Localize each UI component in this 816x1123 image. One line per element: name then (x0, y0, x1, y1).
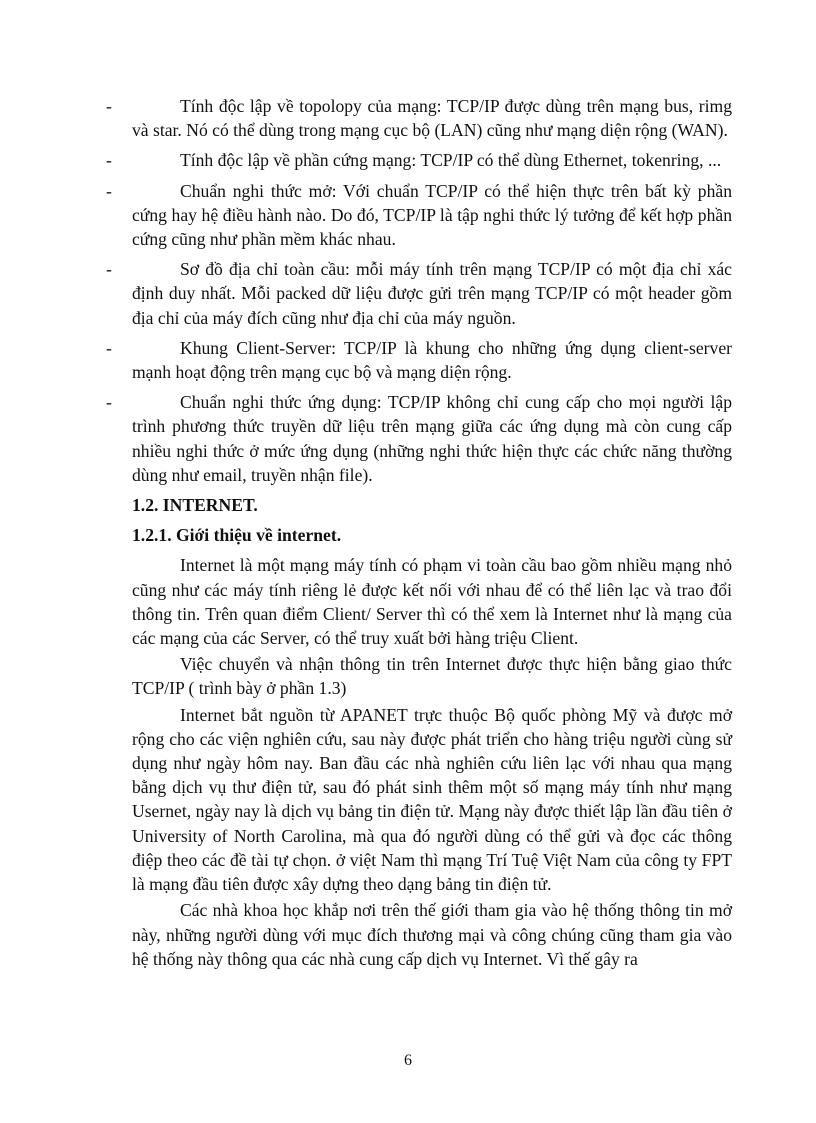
bullet-text: Tính độc lập về topolopy của mạng: TCP/IP được dùng trên mạng bus, rimg và star. Nó có thể dùng trong mạng cục bộ (LAN) cũng như mạng diện rộng (WAN). (132, 96, 732, 141)
bullet-text: Chuẩn nghi thức ứng dụng: TCP/IP không chỉ cung cấp cho mọi người lập trình phương thức truyền dữ liệu trên mạng giữa các ứng dụng mà còn cung cấp nhiều nghi thức ở mức ứng dụng (những nghi thức hiện thực các chức năng thường dùng như email, truyền nhận file). (132, 392, 732, 485)
bullet-text: Khung Client-Server: TCP/IP là khung cho những ứng dụng client-server mạnh hoạt động trên mạng cục bộ và mạng diện rộng. (132, 337, 732, 383)
bullet-text: Chuẩn nghi thức mở: Với chuẩn TCP/IP có thể hiện thực trên bất kỳ phần cứng hay hệ điều hành nào. Do đó, TCP/IP là tập nghi thức lý tưởng để kết hợp phần cứng cũng như phần mềm khác nhau. (132, 180, 732, 250)
bullet-dash: - (106, 180, 112, 201)
bullet-item (106, 257, 732, 330)
bullet-dash: - (106, 392, 112, 413)
bullet-item (106, 94, 732, 142)
bullet-item (106, 148, 732, 172)
page-number: 6 (404, 1052, 412, 1069)
bullet-dash: - (106, 150, 112, 171)
bullet-dash: - (106, 259, 112, 280)
section-heading: 1.2. INTERNET. (132, 495, 258, 516)
body-paragraph: Việc chuyển và nhận thông tin trên Internet được thực hiện bằng giao thức TCP/IP ( trình bày ở phần 1.3) (132, 654, 732, 699)
bullet-item (106, 336, 732, 384)
bullet-text: Sơ đồ địa chỉ toàn cầu: mỗi máy tính trên mạng TCP/IP có một địa chỉ xác định duy nhất. Mỗi packed dữ liệu được gửi trên mạng TCP/IP có một header gồm địa chỉ của máy đích cũng như địa chỉ của máy nguồn. (132, 259, 732, 328)
body-paragraph: Internet bắt nguồn từ APANET trực thuộc Bộ quốc phòng Mỹ và được mở rộng cho các viện nghiên cứu, sau này được phát triển cho hàng triệu người cùng sử dụng như ngày hôm nay. Ban đầu các nhà nghiên cứu liên lạc với nhau qua mạng bằng dịch vụ thư điện tử, sau đó phát sinh thêm một số mạng máy tính như mạng Usernet, ngày nay là dịch vụ bảng tin điện tử. Mạng này được thiết lập lần đầu tiên ở University of North Carolina, mà qua đó người dùng có thể gửi và đọc các thông điệp theo các đề tài tự chọn. ở việt Nam thì mạng Trí Tuệ Việt Nam của công ty FPT là mạng đầu tiên được xây dựng theo dạng bảng tin điện tử. (132, 704, 732, 895)
subsection-heading: 1.2.1. Giới thiệu về internet. (132, 525, 342, 546)
bullet-item (106, 179, 732, 252)
body-paragraph: Các nhà khoa học khắp nơi trên thế giới tham gia vào hệ thống thông tin mở này, những người dùng với mục đích thương mại và công chúng cũng tham gia vào hệ thống này thông qua các nhà cung cấp dịch vụ Internet. Vì thế gây ra (132, 900, 732, 969)
bullet-item (106, 390, 732, 487)
bullet-dash: - (106, 337, 112, 358)
body-paragraph: Internet là một mạng máy tính có phạm vi toàn cầu bao gồm nhiều mạng nhỏ cũng như các máy tính riêng lẻ được kết nối với nhau để có thể liên lạc và trao đổi thông tin. Trên quan điểm Client/ Server thì có thể xem là Internet như là mạng của các mạng của các Server, có thể truy xuất bởi hàng triệu Client. (132, 555, 732, 649)
page-content (106, 94, 732, 973)
bullet-text: Tính độc lập về phần cứng mạng: TCP/IP có thể dùng Ethernet, tokenring, ... (180, 150, 722, 171)
bullet-dash: - (106, 96, 112, 116)
